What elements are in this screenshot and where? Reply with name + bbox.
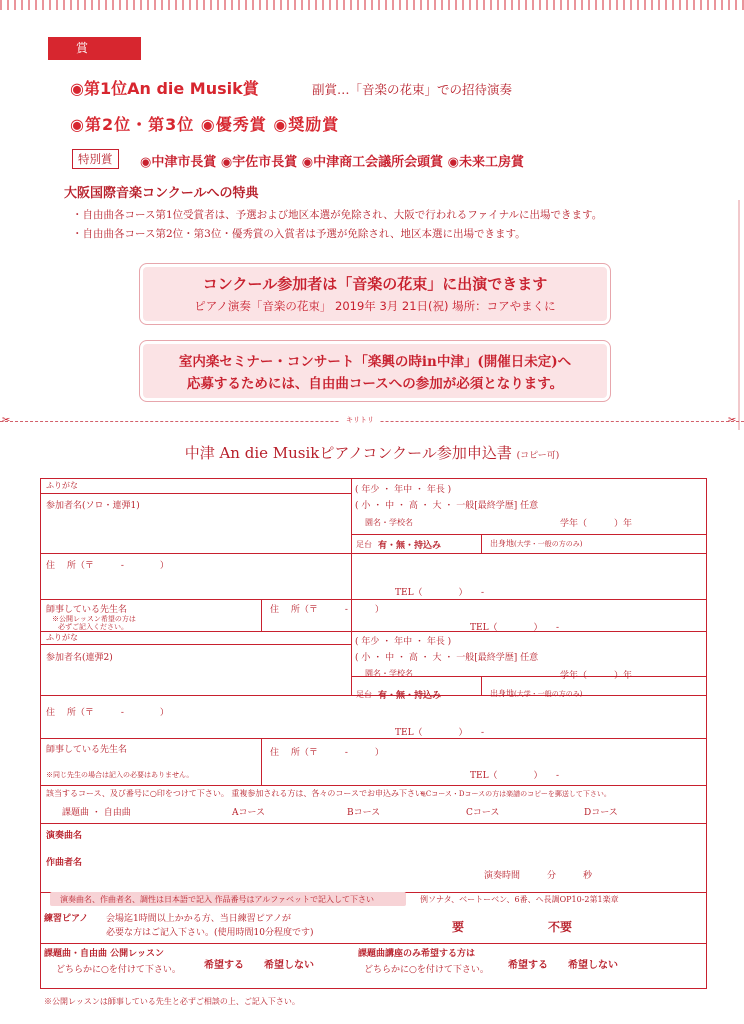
lecture-wish-option[interactable]: 希望する <box>508 960 548 971</box>
school-name-label-1: 園名・学校名 <box>365 518 413 527</box>
course-c[interactable]: Cコース <box>466 808 500 818</box>
address-label-2: 住 所（〒 - ） <box>46 708 169 718</box>
right-edge-mark <box>738 200 740 430</box>
school-name-label-2: 園名・学校名 <box>365 669 413 678</box>
course-d[interactable]: Dコース <box>584 808 618 818</box>
grade-label-2: 学年（ ）年 <box>560 671 633 681</box>
birthplace-label-1: 出身地(大学・一般の方のみ) <box>490 539 583 548</box>
award-header: 賞 <box>48 37 141 60</box>
course-b[interactable]: Bコース <box>347 808 381 818</box>
row-line <box>41 943 706 944</box>
footrest-options-1: 有・無・持込み <box>378 541 442 551</box>
first-prize-sub: 副賞…「音楽の花束」での招待演奏 <box>312 82 513 97</box>
scissors-icon-right: ✂ <box>728 415 737 426</box>
line-school <box>351 534 706 535</box>
furigana-line-2 <box>41 644 351 645</box>
course-note: 該当するコース、及び番号に○印をつけて下さい。 重複参加される方は、各々のコースでお申込み下さい。 <box>46 789 431 798</box>
seminar-box-line2: 応募するためには、自由曲コースへの参加が必須となります。 <box>186 376 564 392</box>
lecture-no-wish-option[interactable]: 希望しない <box>568 960 618 971</box>
duration-label: 演奏時間 分 秒 <box>484 871 593 881</box>
teacher-note-2: ※同じ先生の場合は記入の必要はありません。 <box>46 771 194 779</box>
grade-label-1: 学年（ ）年 <box>560 519 633 529</box>
col-line-birth <box>481 534 482 553</box>
school-options-1: ( 小 ・ 中 ・ 高 ・ 大 ・ 一般[最終学歴] 任意 <box>355 501 539 511</box>
teacher-note-1b: 必ずご記入ください。 <box>58 623 128 631</box>
row-line <box>41 631 706 632</box>
course-a[interactable]: Aコース <box>232 808 266 818</box>
osaka-title: 大阪国際音楽コンクールへの特典 <box>64 186 259 201</box>
footrest-label-1: 足台 <box>356 540 372 549</box>
tel-label-2: TEL（ ） - <box>395 728 485 738</box>
age-options-2: ( 年少 ・ 年中 ・ 年長 ) <box>355 637 452 647</box>
teacher-address-label-2: 住 所（〒 - ） <box>270 748 384 758</box>
teacher-label-2: 師事している先生名 <box>46 745 128 755</box>
practice-no-need-option[interactable]: 不要 <box>548 920 573 934</box>
participant-name-1-label: 参加者名(ソロ・連弾1) <box>46 501 140 511</box>
furigana-label-1: ふりがな <box>46 481 78 490</box>
lecture-label: 課題曲講座のみ希望する方は <box>358 949 476 959</box>
teacher-address-label-1: 住 所（〒 - ） <box>270 605 384 615</box>
instruction-example: 例ソナタ、ベートーベン、6番、へ長調OP10-2第1楽章 <box>420 895 619 904</box>
scissors-icon-left: ✂ <box>2 415 11 426</box>
other-prizes: ◉第2位・第3位 ◉優秀賞 ◉奨励賞 <box>70 115 340 134</box>
practice-piano-text-1: 会場迄1時間以上かかる方、当日練習ピアノが <box>106 914 292 924</box>
row-line <box>41 599 706 600</box>
teacher-tel-label-2: TEL（ ） - <box>470 771 560 781</box>
address-label-1: 住 所（〒 - ） <box>46 561 169 571</box>
cut-label: キリトリ <box>340 415 380 425</box>
osaka-note-1: ・自由曲各コース第1位受賞者は、予選および地区本選が免除され、大阪で行われるファイナルに出場できます。 <box>72 209 603 221</box>
col-line-2 <box>351 631 352 695</box>
col-line-teacher <box>261 599 262 631</box>
footrest-label-2: 足台 <box>356 690 372 699</box>
birthplace-label-2: 出身地(大学・一般の方のみ) <box>490 689 583 698</box>
course-note-small: ※Cコース・Dコースの方は楽譜のコピーを郵送して下さい。 <box>420 790 611 798</box>
footer-note: ※公開レッスンは師事している先生と必ずご相談の上、ご記入下さい。 <box>44 997 300 1006</box>
col-line-birth-2 <box>481 676 482 695</box>
lesson-label: 課題曲・自由曲 公開レッスン <box>44 949 165 959</box>
age-options-1: ( 年少 ・ 年中 ・ 年長 ) <box>355 485 452 495</box>
teacher-note-1a: ※公開レッスン希望の方は <box>52 615 136 623</box>
footrest-options-2: 有・無・持込み <box>378 691 442 701</box>
school-options-2: ( 小 ・ 中 ・ 高 ・ 大 ・ 一般[最終学歴] 任意 <box>355 653 539 663</box>
lesson-text: どちらかに○を付けて下さい。 <box>56 965 181 975</box>
first-prize: ◉第1位An die Musik賞 <box>70 79 259 98</box>
teacher-tel-label-1: TEL（ ） - <box>470 623 560 633</box>
course-type-label: 課題曲 ・ 自由曲 <box>62 808 131 818</box>
furigana-line-1 <box>41 493 351 494</box>
row-line <box>41 785 706 786</box>
participant-name-2-label: 参加者名(連弾2) <box>46 653 113 663</box>
practice-need-option[interactable]: 要 <box>452 920 465 934</box>
row-line <box>41 553 706 554</box>
col-line-teacher-2 <box>261 738 262 785</box>
composer-label: 作曲者名 <box>46 858 83 868</box>
instruction-text: 演奏曲名、作曲者名、調性は日本語で記入 作品番号はアルファベットで記入して下さい <box>60 895 375 904</box>
practice-piano-label: 練習ピアノ <box>44 914 89 924</box>
practice-piano-text-2: 必要な方はご記入下さい。(使用時間10分程度です) <box>106 928 314 938</box>
lecture-text: どちらかに○を付けて下さい。 <box>364 965 489 975</box>
concert-box-line1: コンクール参加者は「音楽の花束」に出演できます <box>202 275 548 293</box>
seminar-box-line1: 室内楽セミナー・コンサート「楽興の時in中津」(開催日未定)へ <box>178 354 572 370</box>
lesson-wish-option[interactable]: 希望する <box>204 960 244 971</box>
lesson-no-wish-option[interactable]: 希望しない <box>264 960 314 971</box>
row-line <box>41 695 706 696</box>
row-line <box>41 738 706 739</box>
teacher-label-1: 師事している先生名 <box>46 605 128 615</box>
top-decorative-border <box>0 0 744 10</box>
special-award-label: 特別賞 <box>72 149 119 169</box>
row-line <box>41 823 706 824</box>
form-title: 中津 An die Musikピアノコンクール参加申込書 (コピー可) <box>184 444 560 462</box>
tel-label-1: TEL（ ） - <box>395 588 485 598</box>
concert-box-line2: ピアノ演奏「音楽の花束」 2019年 3月 21日(祝) 場所：コアやまくに <box>194 299 556 313</box>
furigana-label-2: ふりがな <box>46 633 78 642</box>
piece-name-label: 演奏曲名 <box>46 831 83 841</box>
osaka-note-2: ・自由曲各コース第2位・第3位・優秀賞の入賞者は予選が免除され、地区本選に出場できます。 <box>72 228 526 240</box>
special-award-list: ◉中津市長賞 ◉宇佐市長賞 ◉中津商工会議所会頭賞 ◉未来工房賞 <box>140 155 524 170</box>
